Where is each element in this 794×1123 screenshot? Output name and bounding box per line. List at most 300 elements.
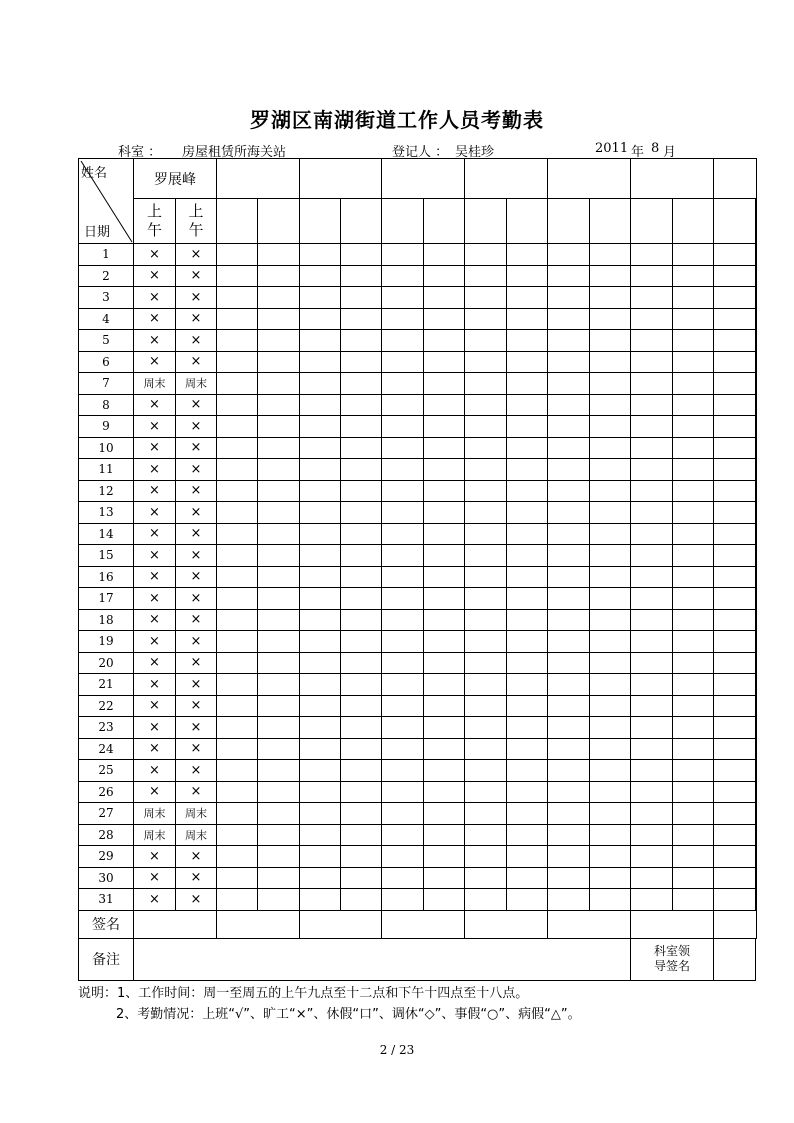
empty-cell — [590, 760, 631, 782]
empty-cell — [465, 502, 507, 524]
empty-cell — [300, 416, 341, 438]
empty-cell — [465, 824, 507, 846]
name-date-header-cell — [79, 159, 134, 244]
empty-cell — [548, 330, 590, 352]
empty-cell — [300, 287, 341, 309]
empty-cell — [631, 244, 673, 266]
empty-cell — [382, 846, 424, 868]
am-attendance-mark: × — [134, 846, 176, 868]
empty-cell — [341, 308, 382, 330]
remark-label: 备注 — [79, 938, 134, 980]
empty-cell — [217, 824, 258, 846]
empty-cell — [507, 674, 548, 696]
empty-cell — [465, 416, 507, 438]
empty-cell — [631, 609, 673, 631]
empty-cell — [631, 738, 673, 760]
empty-cell — [424, 631, 465, 653]
empty-cell — [507, 308, 548, 330]
am-attendance-mark: × — [134, 437, 176, 459]
empty-cell — [631, 889, 673, 911]
empty-cell — [465, 523, 507, 545]
empty-cell — [300, 394, 341, 416]
empty-cell — [300, 738, 341, 760]
am-attendance-mark: 周末 — [134, 373, 176, 395]
day-number: 16 — [79, 566, 134, 588]
empty-cell — [300, 674, 341, 696]
empty-cell — [258, 846, 300, 868]
table-row — [79, 652, 757, 674]
empty-cell — [341, 394, 382, 416]
empty-cell — [382, 459, 424, 481]
empty-cell — [590, 373, 631, 395]
empty-cell — [465, 867, 507, 889]
day-number: 26 — [79, 781, 134, 803]
page-indicator: 2 / 23 — [379, 1043, 415, 1057]
day-number: 14 — [79, 523, 134, 545]
empty-cell — [424, 867, 465, 889]
empty-cell — [756, 199, 757, 244]
empty-cell — [217, 265, 258, 287]
employee-slot — [714, 159, 757, 199]
empty-cell — [714, 588, 756, 610]
empty-cell — [217, 244, 258, 266]
empty-cell — [756, 738, 757, 760]
pm-attendance-mark: × — [176, 330, 217, 352]
employee-slot — [465, 159, 548, 199]
day-number: 9 — [79, 416, 134, 438]
empty-cell — [382, 480, 424, 502]
empty-cell — [424, 609, 465, 631]
pm-attendance-mark: × — [176, 631, 217, 653]
empty-cell — [631, 330, 673, 352]
empty-cell — [756, 695, 757, 717]
empty-cell — [756, 717, 757, 739]
empty-cell — [217, 717, 258, 739]
day-number: 8 — [79, 394, 134, 416]
pm-attendance-mark: 周末 — [176, 803, 217, 825]
empty-cell — [714, 760, 756, 782]
empty-cell — [548, 609, 590, 631]
empty-cell — [507, 545, 548, 567]
empty-cell — [548, 308, 590, 330]
pm-attendance-mark: 周末 — [176, 824, 217, 846]
sign-cell — [548, 910, 631, 938]
table-row — [79, 480, 757, 502]
empty-cell — [673, 781, 714, 803]
empty-cell — [465, 652, 507, 674]
empty-cell — [548, 566, 590, 588]
empty-cell — [465, 199, 507, 244]
table-row — [79, 459, 757, 481]
empty-cell — [258, 394, 300, 416]
empty-cell — [341, 803, 382, 825]
note-line-2: 2、考勤情况：上班“√”、旷工“×”、休假“口”、调休“◇”、事假“○”、病假“△”。 — [116, 1007, 581, 1022]
empty-cell — [548, 416, 590, 438]
empty-cell — [631, 760, 673, 782]
empty-cell — [673, 523, 714, 545]
empty-cell — [424, 760, 465, 782]
pm-attendance-mark: × — [176, 760, 217, 782]
empty-cell — [341, 480, 382, 502]
empty-cell — [217, 695, 258, 717]
pm-attendance-mark: × — [176, 588, 217, 610]
empty-cell — [673, 265, 714, 287]
empty-cell — [300, 889, 341, 911]
empty-cell — [590, 631, 631, 653]
day-number: 29 — [79, 846, 134, 868]
empty-cell — [382, 760, 424, 782]
empty-cell — [756, 265, 757, 287]
empty-cell — [341, 717, 382, 739]
empty-cell — [631, 846, 673, 868]
pm-attendance-mark: × — [176, 867, 217, 889]
empty-cell — [548, 781, 590, 803]
empty-cell — [382, 824, 424, 846]
empty-cell — [258, 416, 300, 438]
empty-cell — [382, 523, 424, 545]
pm-attendance-mark: × — [176, 652, 217, 674]
empty-cell — [673, 480, 714, 502]
empty-cell — [341, 609, 382, 631]
empty-cell — [756, 846, 757, 868]
empty-cell — [673, 351, 714, 373]
table-row — [79, 631, 757, 653]
empty-cell — [756, 437, 757, 459]
empty-cell — [507, 480, 548, 502]
empty-cell — [590, 394, 631, 416]
empty-cell — [631, 674, 673, 696]
empty-cell — [424, 394, 465, 416]
empty-cell — [424, 416, 465, 438]
empty-cell — [382, 351, 424, 373]
empty-cell — [217, 199, 258, 244]
empty-cell — [590, 523, 631, 545]
empty-cell — [341, 459, 382, 481]
empty-cell — [714, 846, 756, 868]
empty-cell — [631, 781, 673, 803]
am-attendance-mark: × — [134, 308, 176, 330]
table-row — [79, 781, 757, 803]
empty-cell — [631, 652, 673, 674]
empty-cell — [424, 373, 465, 395]
empty-cell — [465, 437, 507, 459]
empty-cell — [382, 502, 424, 524]
empty-cell — [631, 867, 673, 889]
empty-cell — [258, 695, 300, 717]
table-row — [79, 695, 757, 717]
empty-cell — [590, 351, 631, 373]
empty-cell — [424, 502, 465, 524]
day-number: 1 — [79, 244, 134, 266]
empty-cell — [217, 437, 258, 459]
empty-cell — [714, 695, 756, 717]
day-number: 6 — [79, 351, 134, 373]
empty-cell — [258, 588, 300, 610]
day-number: 15 — [79, 545, 134, 567]
empty-cell — [424, 738, 465, 760]
day-number: 17 — [79, 588, 134, 610]
empty-cell — [465, 459, 507, 481]
pm-attendance-mark: × — [176, 674, 217, 696]
empty-cell — [756, 351, 757, 373]
empty-cell — [300, 566, 341, 588]
empty-cell — [756, 330, 757, 352]
am-attendance-mark: × — [134, 566, 176, 588]
am-attendance-mark: × — [134, 244, 176, 266]
empty-cell — [217, 738, 258, 760]
table-row — [79, 394, 757, 416]
empty-cell — [714, 287, 756, 309]
day-number: 30 — [79, 867, 134, 889]
empty-cell — [217, 459, 258, 481]
empty-cell — [300, 609, 341, 631]
empty-cell — [548, 588, 590, 610]
am-attendance-mark: × — [134, 631, 176, 653]
empty-cell — [300, 652, 341, 674]
empty-cell — [631, 459, 673, 481]
empty-cell — [507, 609, 548, 631]
empty-cell — [465, 803, 507, 825]
empty-cell — [673, 330, 714, 352]
empty-cell — [258, 738, 300, 760]
table-row — [79, 588, 757, 610]
am-attendance-mark: × — [134, 738, 176, 760]
empty-cell — [631, 545, 673, 567]
sign-cell — [300, 910, 382, 938]
empty-cell — [217, 416, 258, 438]
empty-cell — [507, 244, 548, 266]
dept-value: 房屋租赁所海关站 — [182, 145, 287, 160]
empty-cell — [424, 308, 465, 330]
empty-cell — [714, 566, 756, 588]
empty-cell — [673, 308, 714, 330]
recorder-label: 登记人 ： — [392, 145, 449, 160]
empty-cell — [300, 545, 341, 567]
empty-cell — [590, 674, 631, 696]
day-number: 7 — [79, 373, 134, 395]
empty-cell — [756, 566, 757, 588]
pm-attendance-mark: × — [176, 416, 217, 438]
empty-cell — [300, 824, 341, 846]
empty-cell — [673, 394, 714, 416]
empty-cell — [217, 545, 258, 567]
empty-cell — [465, 351, 507, 373]
empty-cell — [382, 566, 424, 588]
am-attendance-mark: × — [134, 287, 176, 309]
empty-cell — [756, 459, 757, 481]
empty-cell — [217, 889, 258, 911]
table-row — [79, 889, 757, 911]
empty-cell — [548, 545, 590, 567]
empty-cell — [507, 199, 548, 244]
empty-cell — [217, 502, 258, 524]
empty-cell — [507, 502, 548, 524]
empty-cell — [258, 287, 300, 309]
empty-cell — [507, 265, 548, 287]
day-number: 27 — [79, 803, 134, 825]
pm-attendance-mark: × — [176, 480, 217, 502]
empty-cell — [217, 351, 258, 373]
pm-attendance-mark: × — [176, 351, 217, 373]
empty-cell — [673, 717, 714, 739]
empty-cell — [424, 803, 465, 825]
empty-cell — [673, 588, 714, 610]
empty-cell — [714, 738, 756, 760]
empty-cell — [631, 717, 673, 739]
empty-cell — [424, 652, 465, 674]
empty-cell — [714, 631, 756, 653]
empty-cell — [673, 459, 714, 481]
empty-cell — [548, 394, 590, 416]
empty-cell — [258, 889, 300, 911]
empty-cell — [756, 308, 757, 330]
am-attendance-mark: 周末 — [134, 803, 176, 825]
empty-cell — [382, 738, 424, 760]
sign-cell — [465, 910, 548, 938]
empty-cell — [341, 330, 382, 352]
empty-cell — [382, 265, 424, 287]
empty-cell — [424, 437, 465, 459]
empty-cell — [258, 803, 300, 825]
empty-cell — [673, 199, 714, 244]
am-attendance-mark: × — [134, 760, 176, 782]
empty-cell — [258, 609, 300, 631]
empty-cell — [300, 330, 341, 352]
table-row — [79, 545, 757, 567]
employee-slot — [217, 159, 300, 199]
empty-cell — [548, 351, 590, 373]
empty-cell — [258, 566, 300, 588]
empty-cell — [756, 480, 757, 502]
empty-cell — [673, 609, 714, 631]
empty-cell — [590, 244, 631, 266]
employee-slot — [631, 159, 714, 199]
empty-cell — [756, 631, 757, 653]
empty-cell — [382, 695, 424, 717]
day-number: 31 — [79, 889, 134, 911]
empty-cell — [548, 199, 590, 244]
empty-cell — [507, 588, 548, 610]
empty-cell — [341, 437, 382, 459]
empty-cell — [465, 287, 507, 309]
empty-cell — [424, 717, 465, 739]
empty-cell — [258, 824, 300, 846]
empty-cell — [341, 545, 382, 567]
empty-cell — [382, 287, 424, 309]
empty-cell — [673, 674, 714, 696]
pm-attendance-mark: 周末 — [176, 373, 217, 395]
empty-cell — [341, 631, 382, 653]
empty-cell — [258, 523, 300, 545]
empty-cell — [548, 523, 590, 545]
empty-cell — [590, 717, 631, 739]
month-value: 8 — [651, 141, 660, 156]
am-attendance-mark: × — [134, 889, 176, 911]
day-number: 3 — [79, 287, 134, 309]
day-number: 13 — [79, 502, 134, 524]
empty-cell — [673, 824, 714, 846]
empty-cell — [300, 351, 341, 373]
pm-attendance-mark: × — [176, 502, 217, 524]
empty-cell — [382, 652, 424, 674]
empty-cell — [217, 373, 258, 395]
empty-cell — [756, 652, 757, 674]
empty-cell — [300, 867, 341, 889]
table-row — [79, 738, 757, 760]
empty-cell — [548, 846, 590, 868]
empty-cell — [258, 867, 300, 889]
table-row — [79, 824, 757, 846]
table-row — [79, 244, 757, 266]
empty-cell — [217, 631, 258, 653]
empty-cell — [756, 867, 757, 889]
empty-cell — [548, 244, 590, 266]
empty-cell — [217, 287, 258, 309]
empty-cell — [217, 308, 258, 330]
empty-cell — [465, 695, 507, 717]
empty-cell — [258, 502, 300, 524]
empty-cell — [673, 416, 714, 438]
empty-cell — [673, 437, 714, 459]
empty-cell — [465, 244, 507, 266]
employee-slot — [382, 159, 465, 199]
empty-cell — [258, 265, 300, 287]
empty-cell — [714, 394, 756, 416]
empty-cell — [548, 738, 590, 760]
day-number: 28 — [79, 824, 134, 846]
empty-cell — [673, 244, 714, 266]
empty-cell — [590, 480, 631, 502]
empty-cell — [382, 674, 424, 696]
empty-cell — [548, 695, 590, 717]
empty-cell — [258, 781, 300, 803]
empty-cell — [341, 652, 382, 674]
empty-cell — [590, 459, 631, 481]
sign-cell — [134, 910, 217, 938]
empty-cell — [714, 244, 756, 266]
empty-cell — [217, 480, 258, 502]
empty-cell — [341, 502, 382, 524]
am-attendance-mark: × — [134, 674, 176, 696]
empty-cell — [590, 545, 631, 567]
empty-cell — [590, 803, 631, 825]
empty-cell — [300, 308, 341, 330]
am-attendance-mark: × — [134, 502, 176, 524]
empty-cell — [714, 717, 756, 739]
empty-cell — [756, 588, 757, 610]
empty-cell — [714, 545, 756, 567]
empty-cell — [300, 480, 341, 502]
empty-cell — [590, 502, 631, 524]
empty-cell — [465, 631, 507, 653]
empty-cell — [507, 437, 548, 459]
empty-cell — [631, 287, 673, 309]
empty-cell — [424, 588, 465, 610]
empty-cell — [465, 889, 507, 911]
empty-cell — [465, 330, 507, 352]
empty-cell — [507, 330, 548, 352]
empty-cell — [507, 781, 548, 803]
am-attendance-mark: × — [134, 781, 176, 803]
pm-attendance-mark: × — [176, 523, 217, 545]
pm-attendance-mark: × — [176, 308, 217, 330]
am-attendance-mark: × — [134, 459, 176, 481]
am-attendance-mark: × — [134, 351, 176, 373]
empty-cell — [631, 351, 673, 373]
empty-cell — [507, 652, 548, 674]
empty-cell — [217, 760, 258, 782]
empty-cell — [631, 308, 673, 330]
